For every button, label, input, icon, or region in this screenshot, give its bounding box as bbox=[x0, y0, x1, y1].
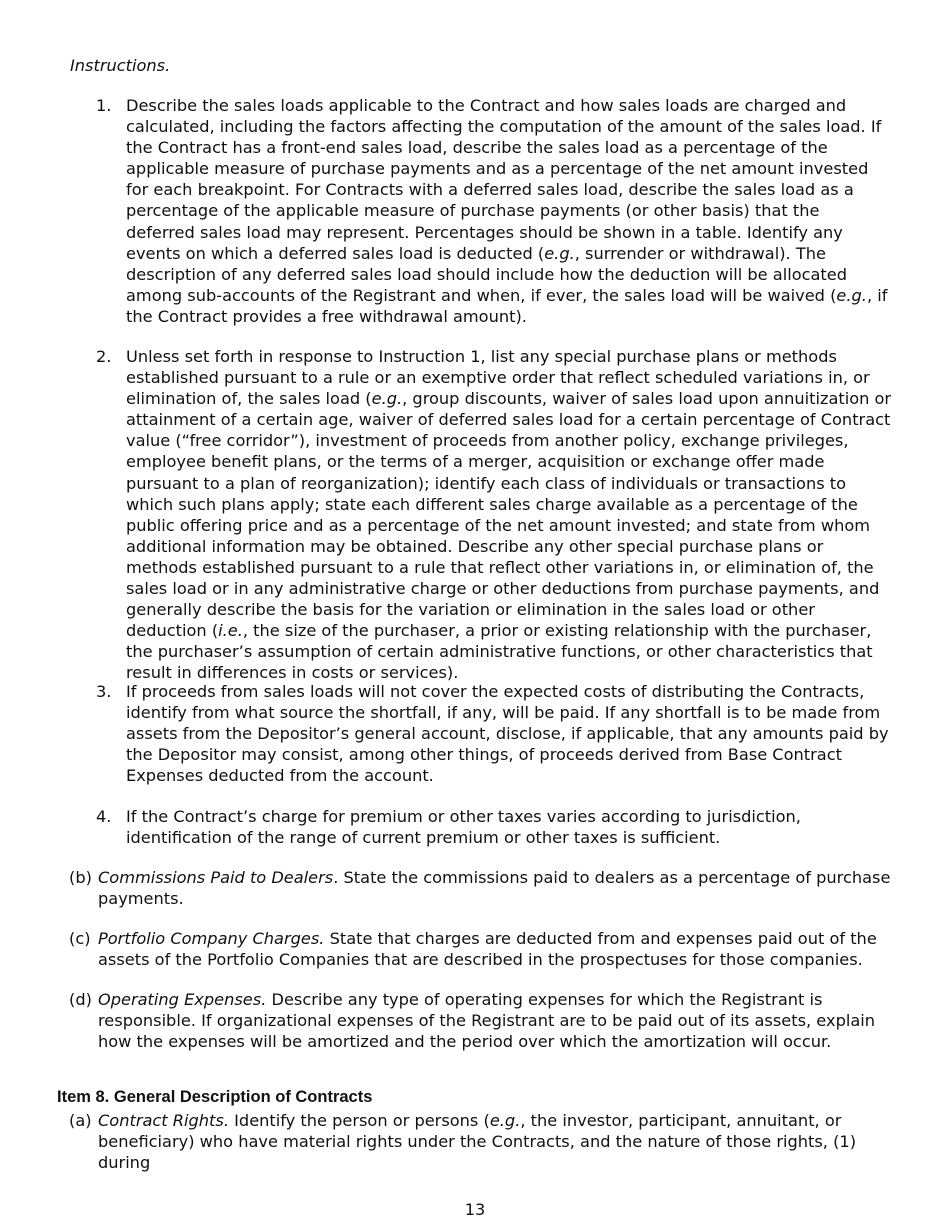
section-text: Portfolio Company Charges. State that charges are deducted from and expenses paid out of the assets of the Portfolio Companies that are described in the prospectuses for those companies. bbox=[98, 929, 877, 970]
instruction-text: If the Contract’s charge for premium or other taxes varies according to jurisdiction, identification of the range of current premium or other taxes is sufficient. bbox=[126, 807, 801, 848]
instruction-number: 1. bbox=[96, 96, 112, 115]
section-text: Commissions Paid to Dealers. State the commissions paid to dealers as a percentage of purchase payments. bbox=[98, 868, 891, 909]
section-letter: (a) bbox=[69, 1111, 92, 1130]
instructions-label: Instructions. bbox=[70, 56, 171, 75]
section-text: Operating Expenses. Describe any type of operating expenses for which the Registrant is responsible. If organizational expenses of the Registrant are to be paid out of its assets, explain how the expenses will be amortized and the period over which the amortization will occur. bbox=[98, 990, 876, 1052]
section-letter: (b) bbox=[69, 868, 92, 887]
section-text: Contract Rights. Identify the person or persons (e.g., the investor, participant, annuitant, or beneficiary) who have material rights under the Contracts, and the nature of those rights, (1) during bbox=[98, 1111, 857, 1173]
section-letter: (c) bbox=[69, 929, 91, 948]
item-8-heading: Item 8. General Description of Contracts bbox=[57, 1087, 373, 1106]
instruction-number: 2. bbox=[96, 347, 112, 366]
instruction-text: Unless set forth in response to Instruction 1, list any special purchase plans or methods established pursuant to a rule or an exemptive order that reflect scheduled variations in, or elimination of, the sales load (e.g., group discounts, waiver of sales load upon annuitization or attainment of a certain age, waiver of deferred sales load for a certain percentage of Contract value (“free corridor”), investment of proceeds from another policy, exchange privileges, employee benefit plans, or the terms of a merger, acquisition or exchange offer made pursuant to a plan of reorganization); identify each class of individuals or transactions to which such plans apply; state each different sales charge available as a percentage of the public offering price and as a percentage of the net amount invested; and state from whom additional information may be obtained. Describe any other special purchase plans or methods established pursuant to a rule that reflect other variations in, or elimination of, the sales load or in any administrative charge or other deductions from purchase payments, and generally describe the basis for the variation or elimination in the sales load or other deduction (i.e., the size of the purchaser, a prior or existing relationship with the purchaser, the purchaser’s assumption of certain administrative functions, or other characteristics that result in differences in costs or services). bbox=[126, 347, 892, 683]
instruction-text: If proceeds from sales loads will not cover the expected costs of distributing the Contracts, identify from what source the shortfall, if any, will be paid. If any shortfall is to be made from assets from the Depositor’s general account, disclose, if applicable, that any amounts paid by the Depositor may consist, among other things, of proceeds derived from Base Contract Expenses deducted from the account. bbox=[126, 682, 889, 786]
instruction-number: 4. bbox=[96, 807, 112, 826]
instruction-text: Describe the sales loads applicable to the Contract and how sales loads are charged and calculated, including the factors affecting the computation of the amount of the sales load. If the Contract has a front-end sales load, describe the sales load as a percentage of the applicable measure of purchase payments and as a percentage of the net amount invested for each breakpoint. For Contracts with a deferred sales load, describe the sales load as a percentage of the applicable measure of purchase payments (or other basis) that the deferred sales load may represent. Percentages should be shown in a table. Identify any events on which a deferred sales load is deducted (e.g., surrender or withdrawal). The description of any deferred sales load should include how the deduction will be allocated among sub-accounts of the Registrant and when, if ever, the sales load will be waived (e.g., if the Contract provides a free withdrawal amount). bbox=[126, 96, 888, 326]
page-number: 13 bbox=[464, 1200, 486, 1220]
instruction-number: 3. bbox=[96, 682, 112, 701]
section-letter: (d) bbox=[69, 990, 92, 1009]
